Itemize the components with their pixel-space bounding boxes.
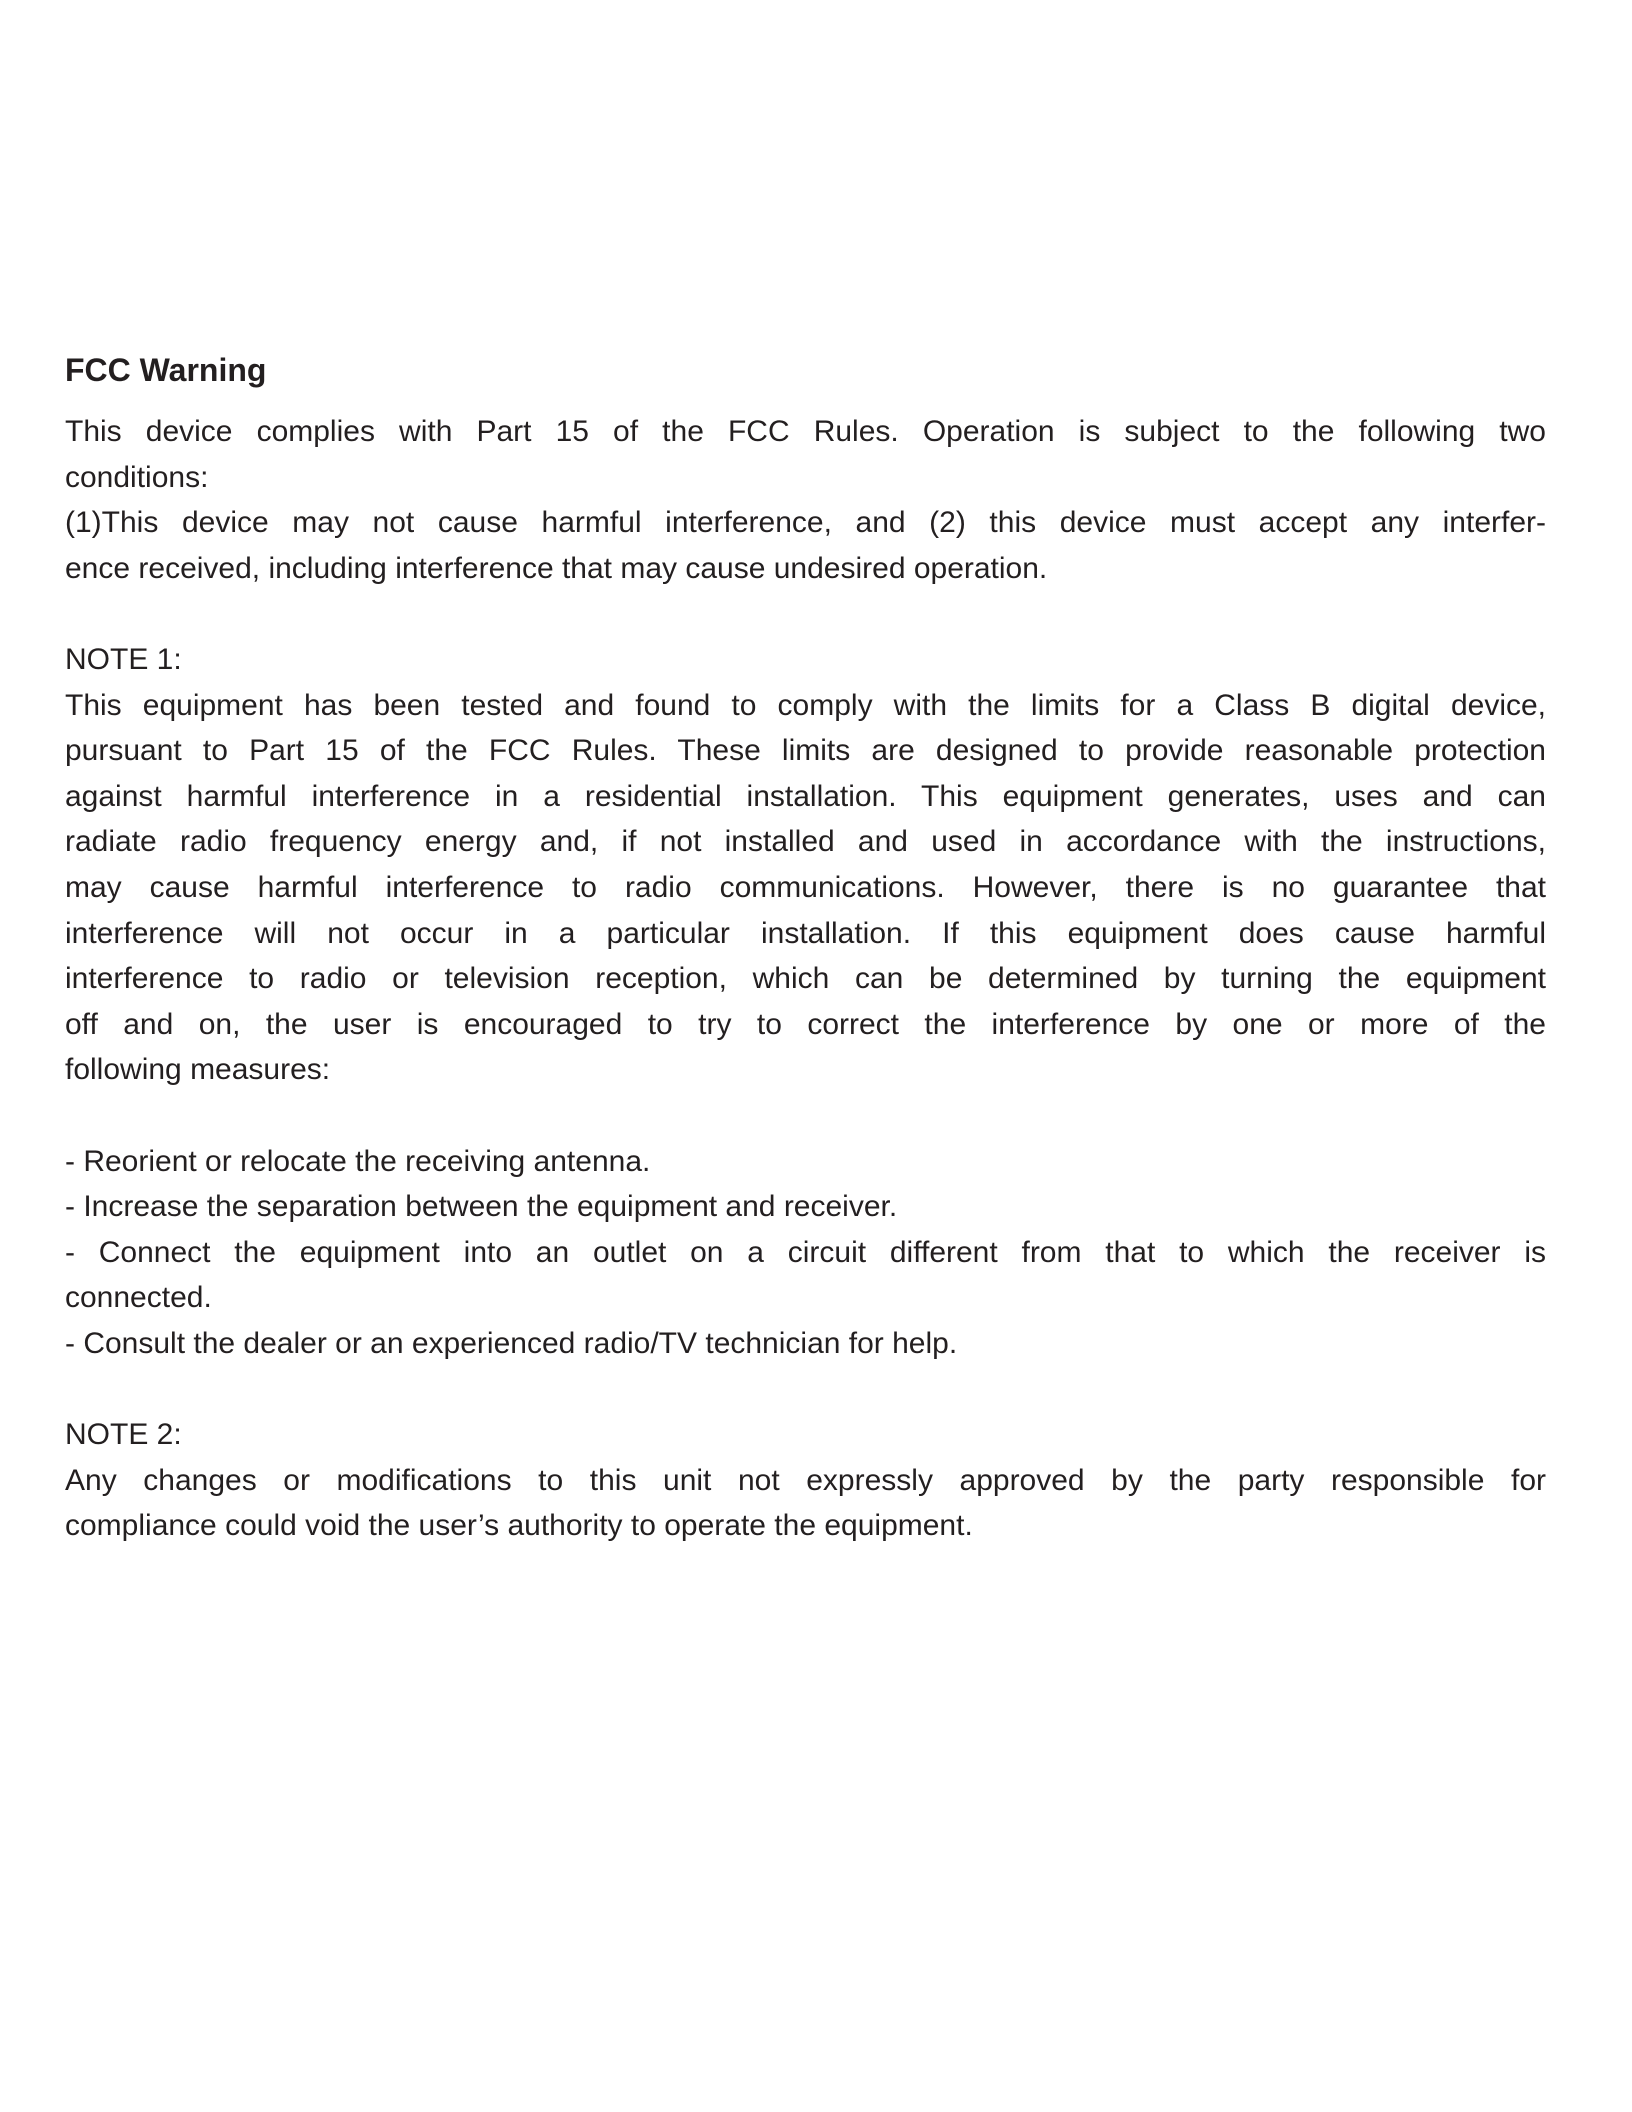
fcc-warning-document [65,349,1546,1549]
measures-list [65,1139,1546,1367]
note2-heading: NOTE 2: [65,1418,182,1452]
text-line: This device complies with Part 15 of the FCC Rules. Operation is subject to the following two [65,415,1546,448]
text-line: interference will not occur in a particular installation. If this equipment does cause harmful [65,916,1546,950]
list-item: - Consult the dealer or an experienced radio/TV technician for help. [65,1326,958,1360]
list-item: - Increase the separation between the equipment and receiver. [65,1190,898,1224]
note1-section [65,637,1546,1093]
text-line: may cause harmful interference to radio communications. However, there is no guarantee that [65,870,1546,904]
text-line: (1)This device may not cause harmful interference, and (2) this device must accept any interfer- [65,506,1546,540]
list-item: - Connect the equipment into an outlet on a circuit different from that to which the receiver is [65,1235,1546,1269]
text-line: radiate radio frequency energy and, if not installed and used in accordance with the instructions, [65,825,1546,859]
text-line: following measures: [65,1053,331,1087]
text-line: This equipment has been tested and found to comply with the limits for a Class B digital device, [65,688,1546,722]
text-line: ence received, including interference that may cause undesired operation. [65,551,1048,585]
text-line: conditions: [65,460,209,494]
intro-paragraph [65,409,1546,591]
text-line: interference to radio or television reception, which can be determined by turning the equipment [65,962,1546,996]
text-line: against harmful interference in a residential installation. This equipment generates, uses and can [65,779,1546,813]
note2-section [65,1412,1546,1549]
document-title: FCC Warning [65,352,267,388]
text-line: compliance could void the user’s authority to operate the equipment. [65,1509,973,1543]
list-item-continued: connected. [65,1281,212,1315]
text-line: Any changes or modifications to this unit not expressly approved by the party responsible for [65,1463,1546,1497]
list-item: - Reorient or relocate the receiving antenna. [65,1144,651,1178]
note1-heading: NOTE 1: [65,642,182,676]
text-line: pursuant to Part 15 of the FCC Rules. These limits are designed to provide reasonable protection [65,734,1546,768]
text-line: off and on, the user is encouraged to try to correct the interference by one or more of the [65,1007,1546,1041]
